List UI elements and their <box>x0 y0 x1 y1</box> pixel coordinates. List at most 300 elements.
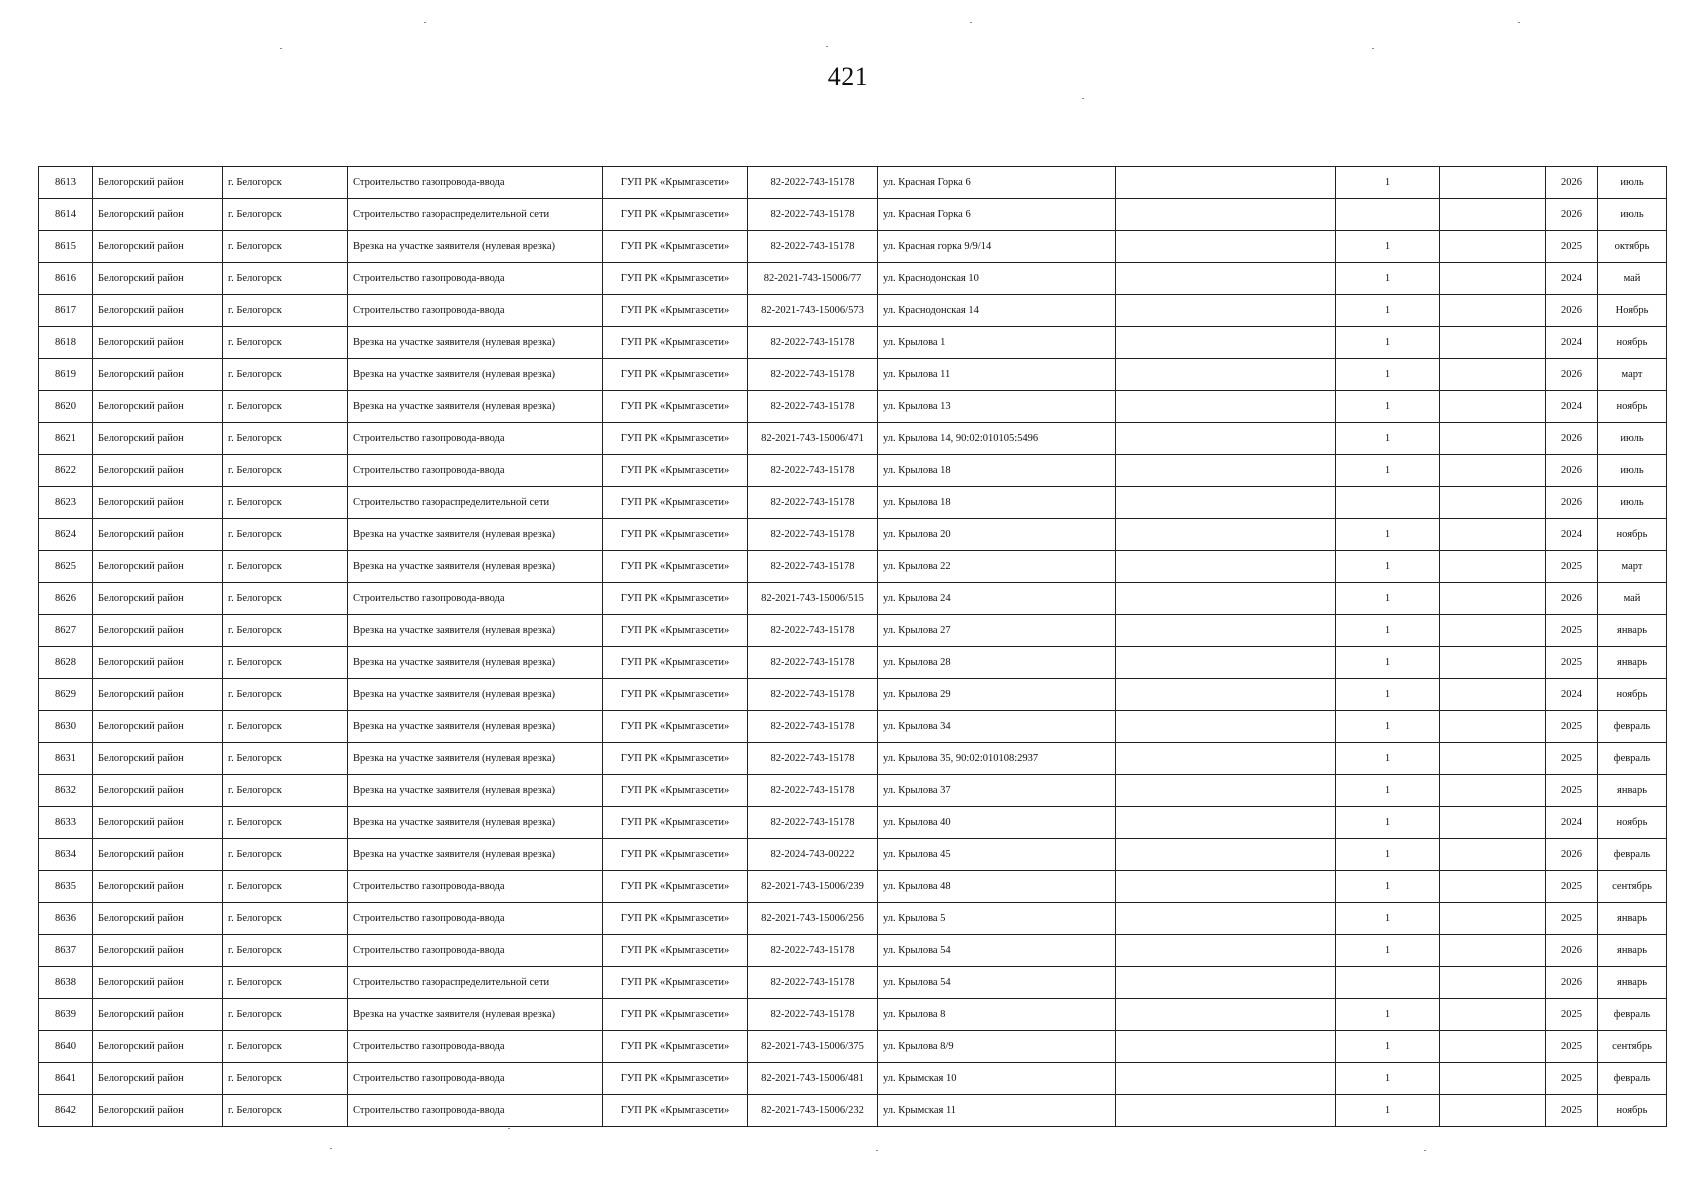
program-code-cell: 82-2022-743-15178 <box>748 359 878 391</box>
district-cell: Белогорский район <box>93 199 223 231</box>
city-cell: г. Белогорск <box>223 295 348 327</box>
month-cell: февраль <box>1598 999 1667 1031</box>
blank-cell <box>1440 583 1546 615</box>
address-cell: ул. Крымская 10 <box>878 1063 1116 1095</box>
organization-cell: ГУП РК «Крымгазсети» <box>603 871 748 903</box>
month-cell: ноябрь <box>1598 519 1667 551</box>
quantity-cell: 1 <box>1336 1095 1440 1127</box>
year-cell: 2025 <box>1546 711 1598 743</box>
city-cell: г. Белогорск <box>223 935 348 967</box>
quantity-cell: 1 <box>1336 775 1440 807</box>
city-cell: г. Белогорск <box>223 871 348 903</box>
month-cell: январь <box>1598 775 1667 807</box>
address-cell: ул. Крылова 8 <box>878 999 1116 1031</box>
month-cell: сентябрь <box>1598 871 1667 903</box>
work-type-cell: Врезка на участке заявителя (нулевая врезка) <box>348 743 603 775</box>
city-cell: г. Белогорск <box>223 583 348 615</box>
scan-speck <box>826 46 828 47</box>
blank-cell <box>1440 455 1546 487</box>
year-cell: 2026 <box>1546 167 1598 199</box>
address-cell: ул. Крылова 5 <box>878 903 1116 935</box>
row-number: 8624 <box>39 519 93 551</box>
program-code-cell: 82-2022-743-15178 <box>748 391 878 423</box>
month-cell: июль <box>1598 423 1667 455</box>
district-cell: Белогорский район <box>93 263 223 295</box>
row-number: 8617 <box>39 295 93 327</box>
city-cell: г. Белогорск <box>223 359 348 391</box>
row-number: 8640 <box>39 1031 93 1063</box>
table-row <box>39 455 1667 487</box>
district-cell: Белогорский район <box>93 647 223 679</box>
year-cell: 2025 <box>1546 775 1598 807</box>
month-cell: февраль <box>1598 711 1667 743</box>
row-number: 8629 <box>39 679 93 711</box>
program-code-cell: 82-2021-743-15006/471 <box>748 423 878 455</box>
district-cell: Белогорский район <box>93 999 223 1031</box>
blank-cell <box>1116 327 1336 359</box>
work-type-cell: Врезка на участке заявителя (нулевая врезка) <box>348 679 603 711</box>
row-number: 8631 <box>39 743 93 775</box>
work-type-cell: Врезка на участке заявителя (нулевая врезка) <box>348 359 603 391</box>
year-cell: 2026 <box>1546 583 1598 615</box>
work-type-cell: Врезка на участке заявителя (нулевая врезка) <box>348 647 603 679</box>
blank-cell <box>1116 679 1336 711</box>
blank-cell <box>1116 263 1336 295</box>
address-cell: ул. Крымская 11 <box>878 1095 1116 1127</box>
address-cell: ул. Краснодонская 14 <box>878 295 1116 327</box>
address-cell: ул. Крылова 11 <box>878 359 1116 391</box>
blank-cell <box>1440 167 1546 199</box>
address-cell: ул. Красная горка 9/9/14 <box>878 231 1116 263</box>
organization-cell: ГУП РК «Крымгазсети» <box>603 615 748 647</box>
row-number: 8620 <box>39 391 93 423</box>
blank-cell <box>1116 1031 1336 1063</box>
blank-cell <box>1440 231 1546 263</box>
city-cell: г. Белогорск <box>223 615 348 647</box>
organization-cell: ГУП РК «Крымгазсети» <box>603 935 748 967</box>
month-cell: ноябрь <box>1598 1095 1667 1127</box>
address-cell: ул. Крылова 35, 90:02:010108:2937 <box>878 743 1116 775</box>
table-row <box>39 1063 1667 1095</box>
organization-cell: ГУП РК «Крымгазсети» <box>603 1095 748 1127</box>
organization-cell: ГУП РК «Крымгазсети» <box>603 583 748 615</box>
organization-cell: ГУП РК «Крымгазсети» <box>603 743 748 775</box>
blank-cell <box>1116 455 1336 487</box>
program-code-cell: 82-2022-743-15178 <box>748 199 878 231</box>
year-cell: 2025 <box>1546 231 1598 263</box>
blank-cell <box>1116 775 1336 807</box>
row-number: 8619 <box>39 359 93 391</box>
work-type-cell: Врезка на участке заявителя (нулевая врезка) <box>348 327 603 359</box>
year-cell: 2025 <box>1546 615 1598 647</box>
work-type-cell: Врезка на участке заявителя (нулевая врезка) <box>348 391 603 423</box>
address-cell: ул. Крылова 37 <box>878 775 1116 807</box>
blank-cell <box>1116 231 1336 263</box>
month-cell: март <box>1598 359 1667 391</box>
table-row <box>39 967 1667 999</box>
scan-speck <box>1518 22 1520 23</box>
program-code-cell: 82-2022-743-15178 <box>748 807 878 839</box>
quantity-cell: 1 <box>1336 359 1440 391</box>
month-cell: сентябрь <box>1598 1031 1667 1063</box>
district-cell: Белогорский район <box>93 327 223 359</box>
blank-cell <box>1440 391 1546 423</box>
city-cell: г. Белогорск <box>223 1031 348 1063</box>
table-row <box>39 263 1667 295</box>
table-row <box>39 583 1667 615</box>
year-cell: 2024 <box>1546 327 1598 359</box>
month-cell: февраль <box>1598 839 1667 871</box>
month-cell: октябрь <box>1598 231 1667 263</box>
address-cell: ул. Крылова 54 <box>878 935 1116 967</box>
program-code-cell: 82-2022-743-15178 <box>748 647 878 679</box>
city-cell: г. Белогорск <box>223 423 348 455</box>
register-table <box>38 166 1667 1127</box>
year-cell: 2025 <box>1546 1063 1598 1095</box>
work-type-cell: Строительство газопровода-ввода <box>348 871 603 903</box>
row-number: 8622 <box>39 455 93 487</box>
table-row <box>39 935 1667 967</box>
year-cell: 2026 <box>1546 487 1598 519</box>
work-type-cell: Строительство газопровода-ввода <box>348 935 603 967</box>
scan-speck <box>424 22 426 23</box>
work-type-cell: Строительство газопровода-ввода <box>348 263 603 295</box>
row-number: 8614 <box>39 199 93 231</box>
year-cell: 2026 <box>1546 935 1598 967</box>
address-cell: ул. Крылова 27 <box>878 615 1116 647</box>
work-type-cell: Строительство газопровода-ввода <box>348 903 603 935</box>
city-cell: г. Белогорск <box>223 903 348 935</box>
work-type-cell: Строительство газораспределительной сети <box>348 199 603 231</box>
table-row <box>39 551 1667 583</box>
work-type-cell: Врезка на участке заявителя (нулевая врезка) <box>348 615 603 647</box>
blank-cell <box>1440 295 1546 327</box>
month-cell: март <box>1598 551 1667 583</box>
table-row <box>39 903 1667 935</box>
row-number: 8626 <box>39 583 93 615</box>
row-number: 8637 <box>39 935 93 967</box>
row-number: 8641 <box>39 1063 93 1095</box>
blank-cell <box>1116 647 1336 679</box>
program-code-cell: 82-2022-743-15178 <box>748 775 878 807</box>
scan-speck <box>330 1148 332 1149</box>
organization-cell: ГУП РК «Крымгазсети» <box>603 167 748 199</box>
month-cell: январь <box>1598 967 1667 999</box>
scan-speck <box>876 1150 878 1151</box>
year-cell: 2024 <box>1546 263 1598 295</box>
work-type-cell: Строительство газопровода-ввода <box>348 455 603 487</box>
organization-cell: ГУП РК «Крымгазсети» <box>603 967 748 999</box>
district-cell: Белогорский район <box>93 711 223 743</box>
table-row <box>39 807 1667 839</box>
table-row <box>39 359 1667 391</box>
district-cell: Белогорский район <box>93 967 223 999</box>
district-cell: Белогорский район <box>93 583 223 615</box>
address-cell: ул. Краснодонская 10 <box>878 263 1116 295</box>
blank-cell <box>1116 711 1336 743</box>
blank-cell <box>1116 423 1336 455</box>
program-code-cell: 82-2022-743-15178 <box>748 519 878 551</box>
city-cell: г. Белогорск <box>223 775 348 807</box>
organization-cell: ГУП РК «Крымгазсети» <box>603 839 748 871</box>
address-cell: ул. Крылова 1 <box>878 327 1116 359</box>
row-number: 8633 <box>39 807 93 839</box>
district-cell: Белогорский район <box>93 519 223 551</box>
table-row <box>39 647 1667 679</box>
blank-cell <box>1440 807 1546 839</box>
organization-cell: ГУП РК «Крымгазсети» <box>603 679 748 711</box>
blank-cell <box>1440 711 1546 743</box>
scan-speck <box>1082 98 1084 99</box>
city-cell: г. Белогорск <box>223 391 348 423</box>
organization-cell: ГУП РК «Крымгазсети» <box>603 711 748 743</box>
month-cell: январь <box>1598 935 1667 967</box>
address-cell: ул. Крылова 54 <box>878 967 1116 999</box>
city-cell: г. Белогорск <box>223 167 348 199</box>
organization-cell: ГУП РК «Крымгазсети» <box>603 359 748 391</box>
scan-speck <box>970 22 972 23</box>
district-cell: Белогорский район <box>93 615 223 647</box>
program-code-cell: 82-2021-743-15006/256 <box>748 903 878 935</box>
blank-cell <box>1440 359 1546 391</box>
quantity-cell: 1 <box>1336 999 1440 1031</box>
blank-cell <box>1440 327 1546 359</box>
program-code-cell: 82-2021-743-15006/375 <box>748 1031 878 1063</box>
quantity-cell: 1 <box>1336 935 1440 967</box>
table-row <box>39 679 1667 711</box>
district-cell: Белогорский район <box>93 743 223 775</box>
program-code-cell: 82-2021-743-15006/515 <box>748 583 878 615</box>
district-cell: Белогорский район <box>93 359 223 391</box>
scan-speck <box>508 1128 510 1129</box>
blank-cell <box>1116 839 1336 871</box>
city-cell: г. Белогорск <box>223 1095 348 1127</box>
year-cell: 2026 <box>1546 967 1598 999</box>
organization-cell: ГУП РК «Крымгазсети» <box>603 391 748 423</box>
program-code-cell: 82-2022-743-15178 <box>748 231 878 263</box>
scan-speck <box>1372 48 1374 49</box>
blank-cell <box>1440 423 1546 455</box>
blank-cell <box>1116 743 1336 775</box>
blank-cell <box>1116 551 1336 583</box>
blank-cell <box>1440 871 1546 903</box>
address-cell: ул. Крылова 28 <box>878 647 1116 679</box>
month-cell: февраль <box>1598 743 1667 775</box>
program-code-cell: 82-2022-743-15178 <box>748 967 878 999</box>
quantity-cell: 1 <box>1336 679 1440 711</box>
row-number: 8634 <box>39 839 93 871</box>
blank-cell <box>1440 839 1546 871</box>
program-code-cell: 82-2021-743-15006/573 <box>748 295 878 327</box>
district-cell: Белогорский район <box>93 775 223 807</box>
organization-cell: ГУП РК «Крымгазсети» <box>603 903 748 935</box>
blank-cell <box>1440 775 1546 807</box>
blank-cell <box>1440 967 1546 999</box>
row-number: 8613 <box>39 167 93 199</box>
district-cell: Белогорский район <box>93 167 223 199</box>
district-cell: Белогорский район <box>93 455 223 487</box>
quantity-cell: 1 <box>1336 743 1440 775</box>
quantity-cell: 1 <box>1336 903 1440 935</box>
year-cell: 2025 <box>1546 871 1598 903</box>
organization-cell: ГУП РК «Крымгазсети» <box>603 327 748 359</box>
row-number: 8642 <box>39 1095 93 1127</box>
work-type-cell: Строительство газопровода-ввода <box>348 1063 603 1095</box>
blank-cell <box>1440 1031 1546 1063</box>
district-cell: Белогорский район <box>93 231 223 263</box>
organization-cell: ГУП РК «Крымгазсети» <box>603 1063 748 1095</box>
organization-cell: ГУП РК «Крымгазсети» <box>603 455 748 487</box>
month-cell: ноябрь <box>1598 679 1667 711</box>
blank-cell <box>1116 903 1336 935</box>
district-cell: Белогорский район <box>93 679 223 711</box>
city-cell: г. Белогорск <box>223 807 348 839</box>
month-cell: май <box>1598 263 1667 295</box>
month-cell: июль <box>1598 199 1667 231</box>
address-cell: ул. Крылова 13 <box>878 391 1116 423</box>
work-type-cell: Строительство газопровода-ввода <box>348 295 603 327</box>
district-cell: Белогорский район <box>93 1063 223 1095</box>
district-cell: Белогорский район <box>93 935 223 967</box>
city-cell: г. Белогорск <box>223 519 348 551</box>
city-cell: г. Белогорск <box>223 263 348 295</box>
year-cell: 2024 <box>1546 807 1598 839</box>
month-cell: июль <box>1598 167 1667 199</box>
blank-cell <box>1116 1095 1336 1127</box>
table-row <box>39 999 1667 1031</box>
blank-cell <box>1116 807 1336 839</box>
quantity-cell: 1 <box>1336 423 1440 455</box>
table-row <box>39 231 1667 263</box>
program-code-cell: 82-2022-743-15178 <box>748 551 878 583</box>
work-type-cell: Врезка на участке заявителя (нулевая врезка) <box>348 519 603 551</box>
year-cell: 2026 <box>1546 839 1598 871</box>
work-type-cell: Строительство газопровода-ввода <box>348 167 603 199</box>
quantity-cell: 1 <box>1336 295 1440 327</box>
district-cell: Белогорский район <box>93 903 223 935</box>
blank-cell <box>1116 199 1336 231</box>
scan-speck <box>280 48 282 49</box>
year-cell: 2026 <box>1546 359 1598 391</box>
quantity-cell: 1 <box>1336 551 1440 583</box>
quantity-cell: 1 <box>1336 839 1440 871</box>
table-row <box>39 327 1667 359</box>
year-cell: 2026 <box>1546 295 1598 327</box>
scan-speck <box>1424 1150 1426 1151</box>
organization-cell: ГУП РК «Крымгазсети» <box>603 999 748 1031</box>
blank-cell <box>1116 391 1336 423</box>
work-type-cell: Строительство газораспределительной сети <box>348 487 603 519</box>
row-number: 8615 <box>39 231 93 263</box>
year-cell: 2025 <box>1546 647 1598 679</box>
table-row <box>39 519 1667 551</box>
program-code-cell: 82-2022-743-15178 <box>748 455 878 487</box>
quantity-cell: 1 <box>1336 1063 1440 1095</box>
organization-cell: ГУП РК «Крымгазсети» <box>603 199 748 231</box>
row-number: 8632 <box>39 775 93 807</box>
table-row <box>39 167 1667 199</box>
district-cell: Белогорский район <box>93 1095 223 1127</box>
year-cell: 2024 <box>1546 679 1598 711</box>
blank-cell <box>1440 903 1546 935</box>
quantity-cell: 1 <box>1336 1031 1440 1063</box>
table-row <box>39 295 1667 327</box>
register-body <box>39 167 1667 1127</box>
organization-cell: ГУП РК «Крымгазсети» <box>603 775 748 807</box>
program-code-cell: 82-2022-743-15178 <box>748 711 878 743</box>
organization-cell: ГУП РК «Крымгазсети» <box>603 551 748 583</box>
blank-cell <box>1440 551 1546 583</box>
city-cell: г. Белогорск <box>223 455 348 487</box>
work-type-cell: Строительство газопровода-ввода <box>348 423 603 455</box>
month-cell: январь <box>1598 647 1667 679</box>
quantity-cell: 1 <box>1336 583 1440 615</box>
program-code-cell: 82-2022-743-15178 <box>748 935 878 967</box>
program-code-cell: 82-2021-743-15006/232 <box>748 1095 878 1127</box>
blank-cell <box>1116 167 1336 199</box>
month-cell: ноябрь <box>1598 391 1667 423</box>
quantity-cell: 1 <box>1336 263 1440 295</box>
program-code-cell: 82-2022-743-15178 <box>748 327 878 359</box>
quantity-cell: 1 <box>1336 455 1440 487</box>
organization-cell: ГУП РК «Крымгазсети» <box>603 263 748 295</box>
blank-cell <box>1440 615 1546 647</box>
table-row <box>39 1095 1667 1127</box>
address-cell: ул. Крылова 18 <box>878 487 1116 519</box>
table-row <box>39 1031 1667 1063</box>
table-row <box>39 711 1667 743</box>
work-type-cell: Врезка на участке заявителя (нулевая врезка) <box>348 775 603 807</box>
organization-cell: ГУП РК «Крымгазсети» <box>603 1031 748 1063</box>
quantity-cell: 1 <box>1336 711 1440 743</box>
row-number: 8621 <box>39 423 93 455</box>
month-cell: июль <box>1598 455 1667 487</box>
city-cell: г. Белогорск <box>223 487 348 519</box>
row-number: 8618 <box>39 327 93 359</box>
quantity-cell: 1 <box>1336 519 1440 551</box>
year-cell: 2026 <box>1546 455 1598 487</box>
quantity-cell: 1 <box>1336 647 1440 679</box>
blank-cell <box>1440 519 1546 551</box>
year-cell: 2025 <box>1546 903 1598 935</box>
organization-cell: ГУП РК «Крымгазсети» <box>603 807 748 839</box>
blank-cell <box>1116 615 1336 647</box>
year-cell: 2025 <box>1546 551 1598 583</box>
work-type-cell: Врезка на участке заявителя (нулевая врезка) <box>348 711 603 743</box>
address-cell: ул. Крылова 22 <box>878 551 1116 583</box>
work-type-cell: Строительство газопровода-ввода <box>348 583 603 615</box>
address-cell: ул. Крылова 48 <box>878 871 1116 903</box>
city-cell: г. Белогорск <box>223 967 348 999</box>
blank-cell <box>1440 263 1546 295</box>
row-number: 8616 <box>39 263 93 295</box>
month-cell: январь <box>1598 615 1667 647</box>
program-code-cell: 82-2021-743-15006/239 <box>748 871 878 903</box>
table-row <box>39 775 1667 807</box>
district-cell: Белогорский район <box>93 295 223 327</box>
organization-cell: ГУП РК «Крымгазсети» <box>603 647 748 679</box>
row-number: 8636 <box>39 903 93 935</box>
work-type-cell: Врезка на участке заявителя (нулевая врезка) <box>348 231 603 263</box>
blank-cell <box>1116 519 1336 551</box>
blank-cell <box>1440 199 1546 231</box>
blank-cell <box>1116 1063 1336 1095</box>
table-row <box>39 487 1667 519</box>
blank-cell <box>1116 583 1336 615</box>
address-cell: ул. Красная Горка 6 <box>878 167 1116 199</box>
month-cell: май <box>1598 583 1667 615</box>
address-cell: ул. Красная Горка 6 <box>878 199 1116 231</box>
